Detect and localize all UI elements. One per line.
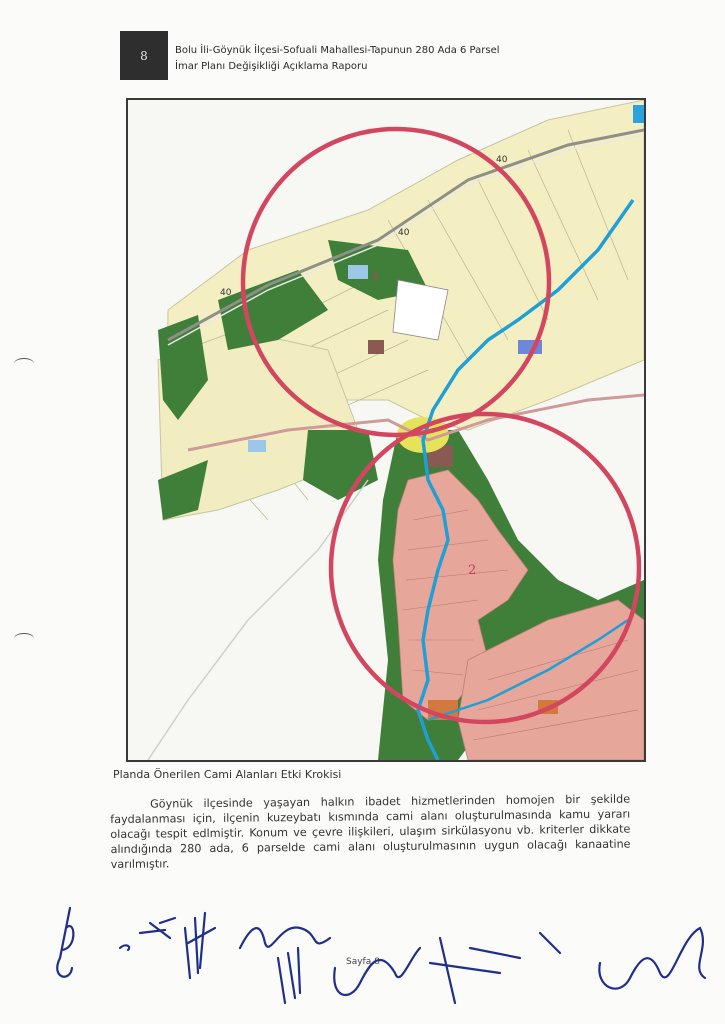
signature-6	[334, 948, 420, 995]
footer-page-label: Sayfa 8	[346, 957, 380, 967]
header-title-line-2: İmar Planı Değişikliği Açıklama Raporu	[175, 61, 368, 72]
explanation-paragraph	[110, 792, 631, 872]
punch-hole-mark	[14, 633, 34, 644]
map-svg	[128, 100, 644, 760]
header-title-line-1: Bolu İli-Göynük İlçesi-Sofuali Mahallesi-Tapunun 280 Ada 6 Parsel	[175, 45, 500, 56]
map-caption: Planda Önerilen Cami Alanları Etki Krokisi	[113, 768, 342, 781]
punch-hole-mark	[14, 358, 34, 369]
road-label: 40	[398, 228, 410, 238]
signature-7	[430, 933, 560, 1003]
zoning-plan-map	[126, 98, 646, 762]
report-header	[175, 43, 535, 75]
circle-label-1: 1	[372, 269, 380, 283]
handwritten-signatures	[0, 888, 725, 1024]
signature-4	[240, 928, 330, 948]
road-label: 40	[220, 288, 232, 298]
signature-8	[599, 928, 705, 989]
signature-2	[120, 918, 175, 950]
page-number-box	[120, 31, 168, 80]
signature-1	[57, 908, 73, 977]
signature-3	[185, 913, 215, 978]
page-number: 8	[140, 48, 148, 63]
body-paragraph: Göynük ilçesinde yaşayan halkın ibadet hizmetlerinden homojen bir şekilde faydalanması için, ilçenin kuzeybatı kısmında cami alanı oluşturulmasında kamu yararı olacağı tespit edlmiştir. Konum ve çevre ilişkileri, ulaşım sirkülasyonu vb. kriterler dikkate alındığında 280 ada, 6 parselde cami alanı oluşturulmasının uygun olacağı kanaatine varılmıştır.	[110, 792, 631, 871]
signature-5	[278, 948, 300, 1003]
road-label: 40	[496, 155, 508, 165]
circle-label-2: 2	[468, 563, 477, 578]
